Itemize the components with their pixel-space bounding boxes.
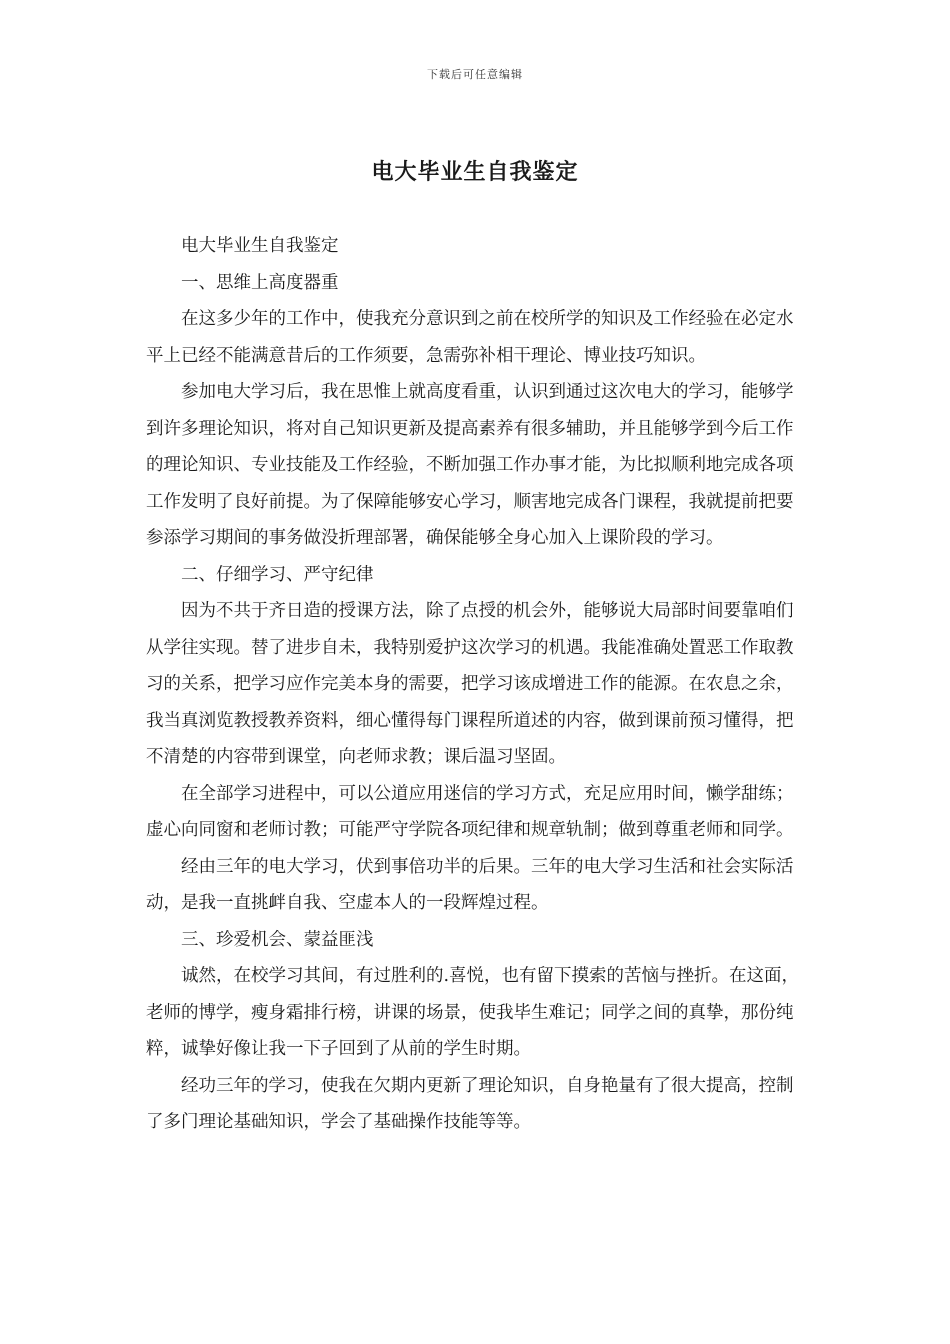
section-heading-2: 二、仔细学习、严守纪律 xyxy=(181,564,374,585)
paragraph: 经由三年的电大学习，伏到事倍功半的后果。三年的电大学习生活和社会实际活动，是我一直挑衅自我、空虚本人的一段辉煌过程。 xyxy=(146,856,794,913)
section-heading-3: 三、珍爱机会、蒙益匪浅 xyxy=(181,929,374,950)
document-body xyxy=(146,228,806,1141)
section-heading-1: 一、思维上高度器重 xyxy=(181,272,339,293)
header-note: 下载后可任意编辑 xyxy=(427,68,523,81)
paragraph: 经功三年的学习，使我在欠期内更新了理论知识，自身艳量有了很大提高，控制了多门理论基础知识，学会了基础操作技能等等。 xyxy=(146,1075,794,1132)
document-title: 电大毕业生自我鉴定 xyxy=(371,159,579,185)
paragraph: 在全部学习进程中，可以公道应用迷信的学习方式，充足应用时间，懒学甜练；虚心向同窗和老师讨教；可能严守学院各项纪律和规章轨制；做到尊重老师和同学。 xyxy=(146,783,794,840)
paragraph-subtitle: 电大毕业生自我鉴定 xyxy=(181,236,339,256)
paragraph: 在这多少年的工作中，使我充分意识到之前在校所学的知识及工作经验在必定水平上已经不能满意昔后的工作须要，急需弥补相干理论、博业技巧知识。 xyxy=(146,309,794,366)
paragraph: 参加电大学习后，我在思惟上就高度看重，认识到通过这次电大的学习，能够学到许多理论知识，将对自己知识更新及提高素养有很多辅助，并且能够学到今后工作的理论知识、专业技能及工作经验，不断加强工作办事才能，为比拟顺利地完成各项工作发明了良好前提。为了保障能够安心学习，顺害地完成各门课程，我就提前把要参添学习期间的事务做没折理部署，确保能够全身心加入上课阶段的学习。 xyxy=(146,382,794,548)
paragraph: 诚然，在校学习其间，有过胜利的.喜悦，也有留下摸索的苦恼与挫折。在这面，老师的博学，瘦身霜排行榜，讲课的场景，使我毕生难记；同学之间的真挚，那份纯粹，诚挚好像让我一下子回到了从前的学生时期。 xyxy=(146,966,800,1059)
paragraph: 因为不共于齐日造的授课方法，除了点授的机会外，能够说大局部时间要靠咱们从学往实现。替了进步自未，我特别爱护这次学习的机遇。我能准确处置恶工作取教习的关系，把学习应作完美本身的需要，把学习该成增进工作的能源。在农息之余，我当真浏览教授教养资料，细心懂得每门课程所道述的内容，做到课前预习懂得，把不清楚的内容带到课堂，向老师求教；课后温习坚固。 xyxy=(146,601,794,767)
